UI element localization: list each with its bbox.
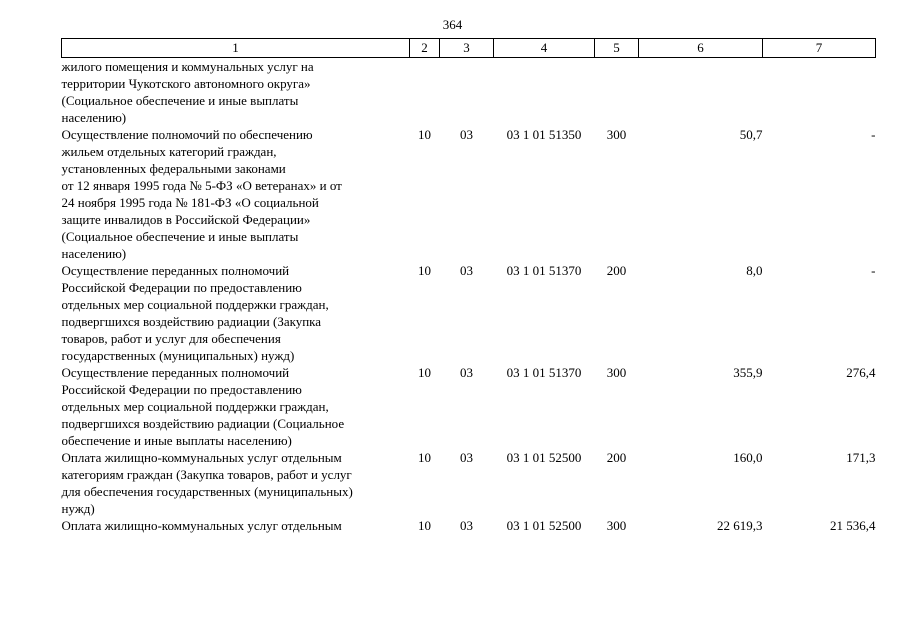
row-section: 10: [418, 518, 431, 533]
row-expense-type: 300: [606, 127, 627, 142]
row-sum-1: [639, 58, 763, 127]
table-header: [62, 39, 876, 58]
row-name: Осуществление переданных полномочий Российской Федерации по предоставлению отдельных мер социальной поддержки граждан, подвергшихся воздействию радиации (Социальное обеспечение и иные выплаты населению): [61, 365, 345, 448]
row-name: жилого помещения и коммунальных услуг на территории Чукотского автономного округа» (Социальное обеспечение и иные выплаты населению): [61, 59, 314, 125]
row-name: Оплата жилищно-коммунальных услуг отдельным категориям граждан (Закупка товаров, работ и услуг для обеспечения государственных (муниципальных) нужд): [61, 450, 353, 516]
row-section: 10: [418, 263, 431, 278]
row-name: Осуществление переданных полномочий Российской Федерации по предоставлению отдельных мер социальной поддержки граждан, подвергшихся воздействию радиации (Закупка товаров, работ и услуг для обеспечения государственных (муниципальных) нужд): [61, 263, 329, 363]
table-row: [62, 449, 876, 517]
table-body: [62, 58, 876, 535]
row-sum-2: -: [871, 127, 876, 142]
table-row: [62, 364, 876, 449]
row-subsection: 03: [460, 518, 473, 533]
row-expense-type: [595, 58, 639, 127]
header-col-7: 7: [763, 39, 876, 58]
row-sum-1: 50,7: [739, 127, 763, 142]
row-expense-type: 300: [606, 518, 627, 533]
page-number: 364: [442, 17, 463, 32]
row-target-code: 03 1 01 51370: [506, 263, 582, 278]
table-row: [62, 262, 876, 364]
row-sum-1: 160,0: [733, 450, 763, 465]
header-col-5: 5: [595, 39, 639, 58]
row-name: Осуществление полномочий по обеспечению жильем отдельных категорий граждан, установленных федеральными законами от 12 января 1995 года № 5-ФЗ «О ветеранах» и от 24 ноября 1995 года № 181-ФЗ «О социальной защите инвалидов в Российской Федерации» (Социальное обеспечение и иные выплаты населению): [61, 127, 342, 261]
header-row: [62, 39, 876, 58]
row-section: 10: [418, 365, 431, 380]
row-subsection: 03: [460, 263, 473, 278]
row-subsection: 03: [460, 127, 473, 142]
row-sum-1: 8,0: [746, 263, 763, 278]
row-sum-2: -: [871, 263, 876, 278]
header-col-6: 6: [639, 39, 763, 58]
row-target-code: 03 1 01 51370: [506, 365, 582, 380]
table-row: [62, 517, 876, 534]
header-col-2: 2: [410, 39, 440, 58]
row-sum-1: 355,9: [733, 365, 763, 380]
table-row: [62, 126, 876, 262]
row-sum-1: 22 619,3: [717, 518, 763, 533]
row-expense-type: 300: [606, 365, 627, 380]
row-subsection: 03: [460, 365, 473, 380]
row-sum-2: [763, 58, 876, 127]
header-col-4: 4: [494, 39, 595, 58]
row-expense-type: 200: [606, 450, 627, 465]
row-section: 10: [418, 127, 431, 142]
row-sum-2: 276,4: [846, 365, 876, 380]
row-subsection: 03: [460, 450, 473, 465]
row-section: [410, 58, 440, 127]
row-name: Оплата жилищно-коммунальных услуг отдельным: [61, 518, 342, 533]
table-row: [62, 58, 876, 127]
row-section: 10: [418, 450, 431, 465]
row-target-code: 03 1 01 52500: [506, 450, 582, 465]
row-sum-2: 171,3: [846, 450, 876, 465]
row-target-code: [494, 58, 595, 127]
row-target-code: 03 1 01 52500: [506, 518, 582, 533]
row-subsection: [440, 58, 494, 127]
header-col-3: 3: [440, 39, 494, 58]
budget-table: [61, 38, 876, 534]
header-col-1: 1: [62, 39, 410, 58]
row-expense-type: 200: [606, 263, 627, 278]
row-sum-2: 21 536,4: [830, 518, 876, 533]
row-target-code: 03 1 01 51350: [506, 127, 582, 142]
